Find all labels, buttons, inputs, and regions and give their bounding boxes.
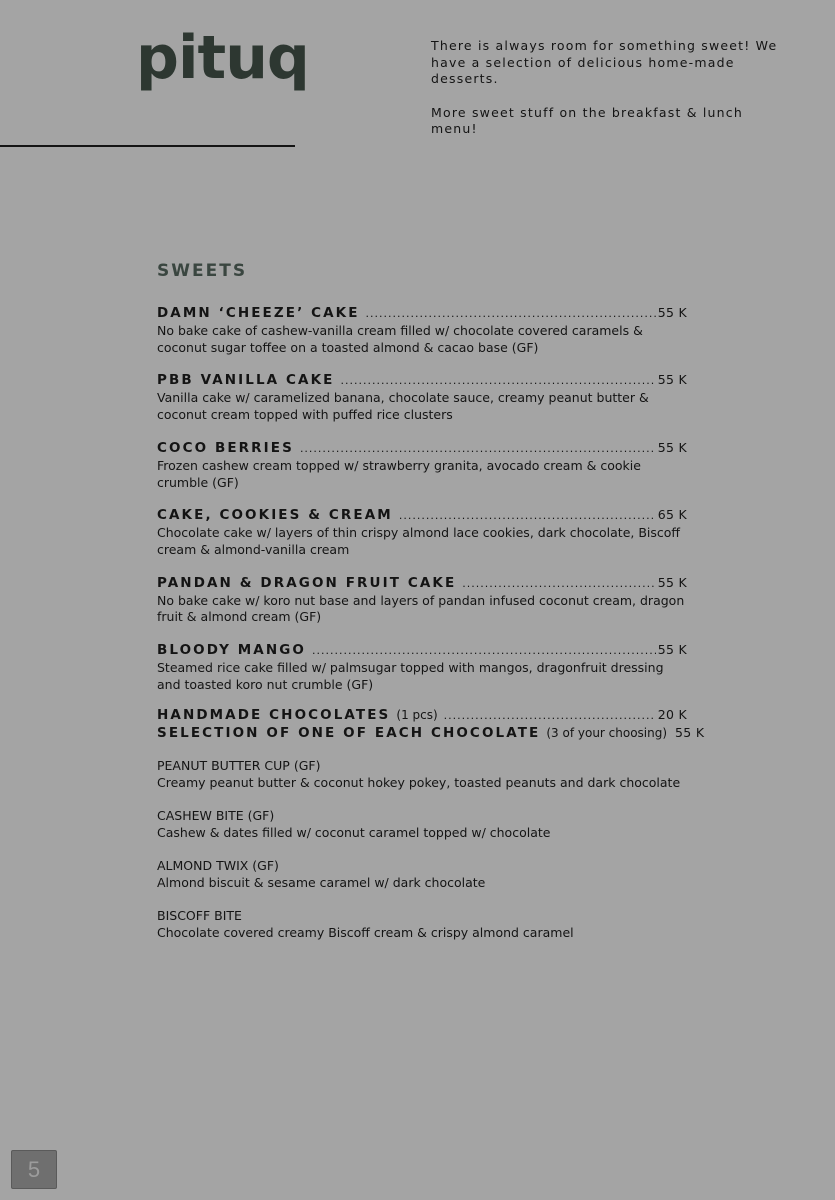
item-name: BLOODY MANGO (157, 642, 307, 659)
leader-dots (312, 642, 656, 659)
menu-item (157, 371, 687, 423)
menu-item (157, 439, 687, 491)
leader-dots (340, 372, 655, 389)
menu-item (157, 574, 687, 626)
page-number-badge: 5 (11, 1150, 57, 1189)
leader-dots (366, 305, 656, 322)
item-name: DAMN ‘CHEEZE’ CAKE (157, 305, 360, 321)
item-description: Chocolate cake w/ layers of thin crispy almond lace cookies, dark chocolate, Biscoff cream & almond-vanilla cream (157, 525, 681, 557)
chocolate-item (157, 757, 687, 791)
item-price: 55 K (657, 305, 687, 320)
leader-dots (300, 440, 656, 457)
chocolates-name: HANDMADE CHOCOLATES (157, 707, 391, 724)
item-price: 55 K (657, 642, 687, 658)
chocolates-section (157, 707, 705, 941)
brand-logo: pituq (136, 23, 309, 93)
intro-line-1: There is always room for something sweet! We have a selection of delicious home-made desserts. (431, 38, 778, 86)
menu-list (157, 304, 705, 957)
chocolates-price: 20 K (657, 707, 687, 723)
chocolate-item (157, 907, 687, 941)
chocolate-description: Chocolate covered creamy Biscoff cream & crispy almond caramel (157, 925, 574, 941)
section-title: SWEETS (157, 261, 248, 281)
item-description: Frozen cashew cream topped w/ strawberry granita, avocado cream & cookie crumble (GF) (157, 457, 641, 490)
selection-name: SELECTION OF ONE OF EACH CHOCOLATE (157, 724, 541, 741)
item-price: 55 K (657, 574, 687, 590)
item-price: 65 K (657, 507, 687, 523)
item-description: No bake cake of cashew-vanilla cream filled w/ chocolate covered caramels & coconut sugar toffee on a toasted almond & cacao base (GF) (157, 323, 643, 355)
chocolates-note: (1 pcs) (396, 708, 438, 723)
item-name: COCO BERRIES (157, 439, 294, 456)
chocolate-list (157, 757, 687, 941)
menu-item (157, 506, 687, 558)
item-description: No bake cake w/ koro nut base and layers of pandan infused coconut cream, dragon fruit & almond cream (GF) (157, 592, 685, 625)
item-name: PBB VANILLA CAKE (157, 372, 335, 389)
leader-dots (399, 507, 656, 524)
selection-price: 55 K (675, 724, 705, 740)
chocolate-name: ALMOND TWIX (GF) (157, 858, 279, 874)
chocolate-name: BISCOFF BITE (157, 908, 242, 924)
item-name: CAKE, COOKIES & CREAM (157, 507, 393, 524)
item-description: Steamed rice cake filled w/ palmsugar topped with mangos, dragonfruit dressing and toasted koro nut crumble (GF) (157, 660, 664, 692)
chocolate-name: CASHEW BITE (GF) (157, 808, 275, 824)
chocolate-description: Almond biscuit & sesame caramel w/ dark chocolate (157, 875, 486, 891)
item-price: 55 K (657, 372, 687, 388)
chocolate-item (157, 807, 687, 841)
selection-note: (3 of your choosing) (546, 725, 668, 740)
item-name: PANDAN & DRAGON FRUIT CAKE (157, 574, 457, 591)
item-description: Vanilla cake w/ caramelized banana, chocolate sauce, creamy peanut butter & coconut cream topped with puffed rice clusters (157, 390, 649, 423)
menu-item (157, 304, 687, 356)
leader-dots (444, 708, 656, 725)
item-price: 55 K (657, 439, 687, 455)
chocolate-name: PEANUT BUTTER CUP (GF) (157, 758, 321, 774)
intro-line-2: More sweet stuff on the breakfast & lunch menu! (431, 104, 743, 136)
leader-dots (462, 575, 655, 592)
menu-item (157, 641, 687, 693)
header-divider (0, 145, 295, 147)
chocolate-description: Cashew & dates filled w/ coconut caramel topped w/ chocolate (157, 825, 551, 841)
chocolate-item (157, 857, 687, 891)
intro-text (431, 38, 791, 138)
chocolate-description: Creamy peanut butter & coconut hokey pokey, toasted peanuts and dark chocolate (157, 775, 681, 791)
